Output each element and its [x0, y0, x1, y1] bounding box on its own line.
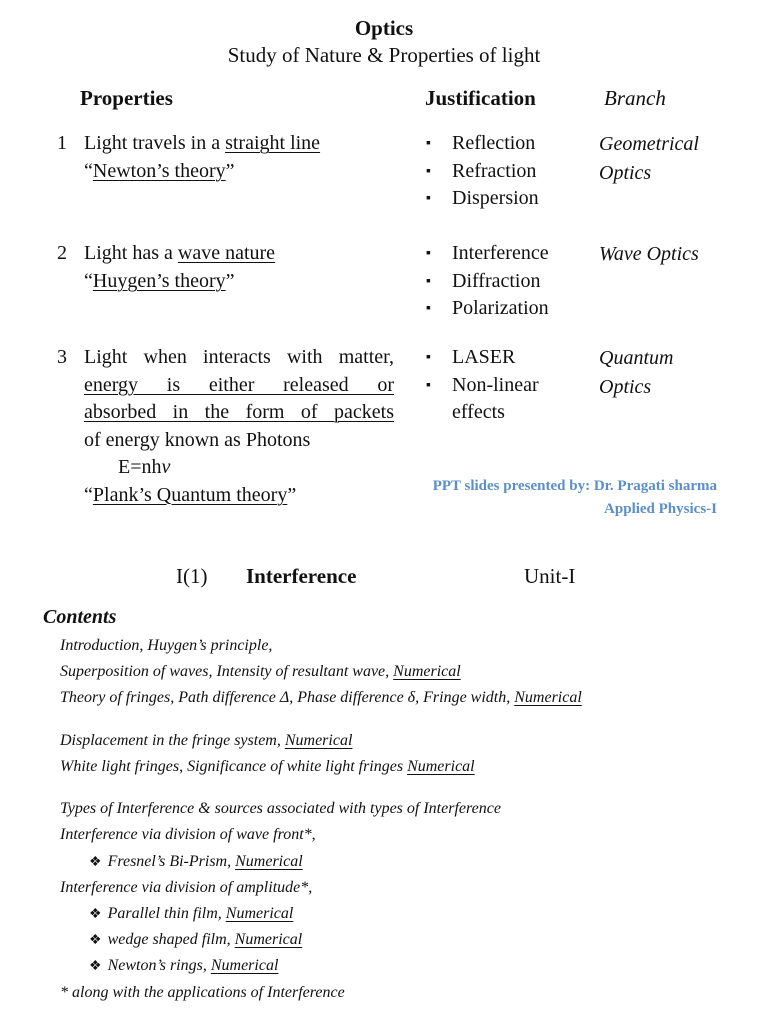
list-item: ▪ LASER [426, 344, 539, 372]
contents-heading: Contents [43, 606, 117, 628]
underlined-phrase: wave nature [177, 242, 276, 264]
contents-subitem: ❖ Fresnel’s Bi-Prism, Numerical [89, 853, 303, 870]
page-subtitle: Study of Nature & Properties of light [227, 43, 541, 67]
row-number: 1 [57, 132, 67, 154]
formula: E=nhν [118, 456, 171, 478]
row-number: 2 [57, 242, 67, 264]
theory-line: “Plank’s Quantum theory” [84, 483, 297, 506]
justification-list [426, 344, 539, 427]
underlined-phrase: absorbed in the form of packets [84, 401, 394, 423]
contents-line: Displacement in the fringe system, Numerical [60, 732, 353, 749]
branch-text: Geometrical Optics [599, 133, 699, 184]
branch-text: Quantum Optics [599, 347, 674, 398]
diamond-bullet-icon: ❖ [89, 907, 102, 922]
col-heading-justification: Justification [425, 86, 536, 110]
contents-line: Introduction, Huygen’s principle, [60, 637, 273, 654]
contents-line: Superposition of waves, Intensity of resultant wave, Numerical [60, 663, 461, 680]
presenter-credit: PPT slides presented by: Dr. Pragati sharma [432, 478, 717, 494]
diamond-bullet-icon: ❖ [89, 933, 102, 948]
contents-subitem: ❖ Parallel thin film, Numerical [89, 905, 294, 922]
col-heading-branch: Branch [604, 86, 666, 110]
list-item: ▪ Dispersion [426, 185, 539, 213]
list-item: ▪ Interference [426, 240, 549, 268]
contents-line: Interference via division of amplitude*, [60, 879, 313, 896]
diamond-bullet-icon: ❖ [89, 855, 102, 870]
contents-subitem: ❖ wedge shaped film, Numerical [89, 931, 303, 948]
list-item: ▪ Diffraction [426, 268, 549, 296]
list-item: ▪ Polarization [426, 295, 549, 323]
contents-line: Types of Interference & sources associated with types of Interference [60, 800, 501, 817]
theory-line: “Huygen’s theory” [84, 269, 235, 292]
underlined-phrase: energy is either released or [84, 373, 394, 396]
branch-text: Wave Optics [599, 243, 699, 265]
property-text: Light has a wave nature “Huygen’s theory” [84, 240, 275, 295]
row-number: 3 [57, 346, 67, 368]
contents-line: White light fringes, Significance of white light fringes Numerical [60, 758, 475, 775]
unit-label: Unit-I [524, 564, 576, 588]
section-topic: Interference [246, 564, 357, 588]
theory-line: “Newton’s theory” [84, 159, 235, 182]
property-text: Light when interacts with matter, energy is either released or absorbed in the form of packets of energy known as Photons E=nhν “Plank’s Quantum theory” [84, 344, 394, 509]
contents-footnote: * along with the applications of Interference [60, 984, 345, 1001]
page-title: Optics [354, 16, 414, 40]
list-item: ▪ Non-linear [426, 372, 539, 400]
contents-line: Theory of fringes, Path difference Δ, Phase difference δ, Fringe width, Numerical [60, 689, 582, 706]
justification-list [426, 130, 539, 213]
contents-line: Interference via division of wave front*, [60, 826, 316, 843]
list-item-continuation: effects [452, 401, 505, 423]
list-item: ▪ Refraction [426, 158, 539, 186]
col-heading-properties: Properties [80, 86, 173, 110]
contents-subitem: ❖ Newton’s rings, Numerical [89, 957, 279, 974]
section-code: I(1) [176, 564, 208, 588]
justification-list [426, 240, 549, 323]
list-item: ▪ Reflection [426, 130, 539, 158]
diamond-bullet-icon: ❖ [89, 959, 102, 974]
underlined-phrase: straight line [225, 132, 321, 154]
course-name: Applied Physics-I [604, 501, 717, 517]
property-text: Light travels in a straight line “Newton’s theory” [84, 130, 320, 185]
